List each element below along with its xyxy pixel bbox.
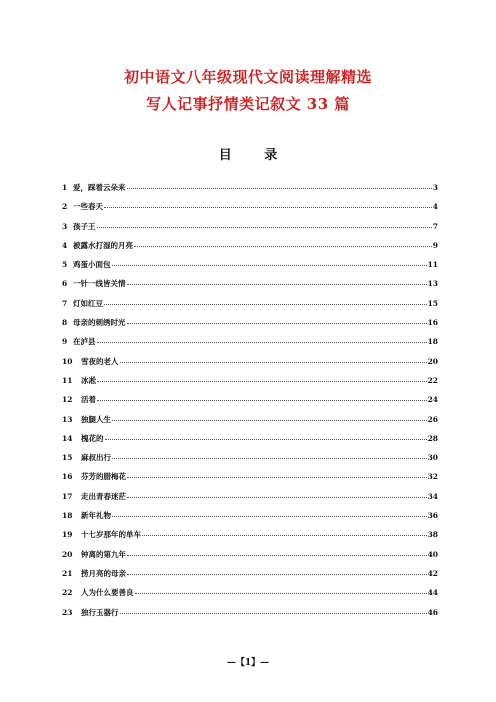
toc-entry-page: 15 bbox=[427, 298, 438, 308]
toc-entry-page: 24 bbox=[427, 395, 438, 405]
toc-entry-page: 18 bbox=[427, 337, 438, 347]
toc-entry-number: 18 bbox=[62, 511, 73, 521]
toc-entry-title: 在泸县 bbox=[73, 337, 96, 347]
toc-entry-number: 17 bbox=[62, 491, 73, 501]
toc-entry[interactable] bbox=[62, 587, 438, 606]
toc-entry-page: 40 bbox=[427, 549, 438, 559]
toc-entry-number: 6 bbox=[62, 279, 68, 289]
toc-entry[interactable] bbox=[62, 240, 438, 259]
toc-dot-leader bbox=[112, 516, 427, 517]
toc-entry[interactable] bbox=[62, 568, 438, 587]
toc-entry[interactable] bbox=[62, 510, 438, 529]
toc-entry-number: 20 bbox=[62, 549, 73, 559]
toc-entry[interactable] bbox=[62, 433, 438, 452]
toc-dot-leader bbox=[120, 362, 427, 363]
toc-entry-page: 7 bbox=[432, 221, 438, 231]
toc-dot-leader bbox=[97, 381, 427, 382]
toc-entry-number: 21 bbox=[62, 568, 73, 578]
toc-entry-number: 8 bbox=[62, 318, 68, 328]
toc-entry[interactable] bbox=[62, 182, 438, 201]
toc-entry[interactable] bbox=[62, 491, 438, 510]
toc-dot-leader bbox=[127, 477, 427, 478]
toc-entry-number: 15 bbox=[62, 453, 73, 463]
toc-entry-page: 30 bbox=[427, 453, 438, 463]
toc-dot-leader bbox=[134, 246, 432, 247]
toc-entry-page: 9 bbox=[432, 240, 438, 250]
toc-entry-title: 鸡蛋小面包 bbox=[73, 260, 111, 270]
toc-entry-page: 36 bbox=[427, 511, 438, 521]
toc-entry-title: 走出青春迷茫 bbox=[81, 491, 126, 501]
toc-entry-title: 人为什么要善良 bbox=[81, 588, 134, 598]
toc-entry[interactable] bbox=[62, 529, 438, 548]
toc-entry[interactable] bbox=[62, 298, 438, 317]
toc-entry-page: 22 bbox=[427, 375, 438, 385]
toc-heading: 目 录 bbox=[218, 148, 292, 163]
toc-dot-leader bbox=[112, 458, 427, 459]
toc-entry-title: 新年礼物 bbox=[81, 511, 111, 521]
toc-dot-leader bbox=[127, 555, 427, 556]
toc-entry-title: 一针一线皆关情 bbox=[73, 279, 126, 289]
toc-entry-page: 4 bbox=[432, 202, 438, 212]
toc-entry-page: 42 bbox=[427, 568, 438, 578]
toc-entry-page: 44 bbox=[427, 588, 438, 598]
toc-entry-number: 2 bbox=[62, 202, 68, 212]
toc-entry-number: 14 bbox=[62, 433, 73, 443]
toc-entry[interactable] bbox=[62, 471, 438, 490]
toc-entry-number: 22 bbox=[62, 588, 73, 598]
toc-dot-leader bbox=[97, 227, 432, 228]
toc-entry-number: 12 bbox=[62, 395, 73, 405]
toc-entry-title: 灯如红豆 bbox=[73, 298, 103, 308]
toc-entry[interactable] bbox=[62, 356, 438, 375]
toc-entry-title: 捞月亮的母亲 bbox=[81, 568, 126, 578]
toc-entry-number: 3 bbox=[62, 221, 68, 231]
toc-entry-title: 雪夜的老人 bbox=[81, 356, 119, 366]
toc-entry-title: 孩子王 bbox=[73, 221, 96, 231]
toc-entry-title: 一些春天 bbox=[73, 202, 103, 212]
toc-entry-page: 28 bbox=[427, 433, 438, 443]
toc-entry[interactable] bbox=[62, 549, 438, 568]
toc-entry-number: 4 bbox=[62, 240, 68, 250]
toc-entry-number: 7 bbox=[62, 298, 68, 308]
toc-entry-page: 38 bbox=[427, 530, 438, 540]
toc-dot-leader bbox=[135, 593, 427, 594]
toc-entry-page: 46 bbox=[427, 607, 438, 617]
toc-entry-page: 3 bbox=[432, 183, 438, 192]
toc-entry[interactable] bbox=[62, 278, 438, 297]
toc-dot-leader bbox=[112, 265, 427, 266]
toc-entry-title: 槐花的 bbox=[81, 433, 104, 443]
toc-entry-number: 1 bbox=[62, 183, 68, 192]
toc-entry[interactable] bbox=[62, 375, 438, 394]
toc-entry-title: 母亲的刺绣时光 bbox=[73, 318, 126, 328]
toc-entry[interactable] bbox=[62, 336, 438, 355]
toc-entry-page: 13 bbox=[427, 279, 438, 289]
toc-entry[interactable] bbox=[62, 414, 438, 433]
toc-dot-leader bbox=[127, 574, 427, 575]
toc-dot-leader bbox=[105, 439, 427, 440]
toc-entry-number: 23 bbox=[62, 607, 73, 617]
toc-entry-title: 钟离的第九年 bbox=[81, 549, 126, 559]
toc-dot-leader bbox=[142, 535, 427, 536]
toc-entry-page: 11 bbox=[427, 260, 438, 270]
toc-dot-leader bbox=[112, 420, 427, 421]
toc-entry-number: 16 bbox=[62, 472, 73, 482]
toc-entry[interactable] bbox=[62, 452, 438, 471]
toc-entry-page: 32 bbox=[427, 472, 438, 482]
toc-entry-title: 独行玉器行 bbox=[81, 607, 119, 617]
toc-entry[interactable] bbox=[62, 317, 438, 336]
toc-entry-number: 11 bbox=[62, 375, 73, 385]
toc-entry-title: 被露水打湿的月亮 bbox=[73, 240, 133, 250]
toc-dot-leader bbox=[127, 323, 427, 324]
toc-entry-title: 活着 bbox=[81, 395, 96, 405]
toc-entry[interactable] bbox=[62, 259, 438, 278]
toc-dot-leader bbox=[104, 304, 427, 305]
toc-dot-leader bbox=[97, 400, 427, 401]
toc-entry-title: 爱，踩着云朵来 bbox=[73, 183, 126, 192]
toc-entry-number: 13 bbox=[62, 414, 73, 424]
toc-dot-leader bbox=[127, 497, 427, 498]
table-of-contents bbox=[62, 182, 438, 626]
toc-dot-leader bbox=[104, 207, 432, 208]
toc-dot-leader bbox=[120, 613, 427, 614]
document-title-line-1: 初中语文八年级现代文阅读理解精选 bbox=[123, 68, 372, 86]
toc-dot-leader bbox=[127, 284, 427, 285]
toc-entry-page: 20 bbox=[427, 356, 438, 366]
toc-entry-page: 26 bbox=[427, 414, 438, 424]
toc-entry-title: 冰凇 bbox=[81, 375, 96, 385]
toc-entry[interactable] bbox=[62, 221, 438, 240]
toc-entry-number: 9 bbox=[62, 337, 68, 347]
toc-entry[interactable] bbox=[62, 201, 438, 220]
toc-entry-title: 独腿人生 bbox=[81, 414, 111, 424]
toc-entry[interactable] bbox=[62, 394, 438, 413]
toc-entry-number: 10 bbox=[62, 356, 73, 366]
toc-entry-title: 芬芳的腊梅花 bbox=[81, 472, 126, 482]
toc-dot-leader bbox=[97, 342, 427, 343]
toc-entry-number: 5 bbox=[62, 260, 68, 270]
toc-entry-page: 34 bbox=[427, 491, 438, 501]
toc-entry[interactable] bbox=[62, 607, 438, 626]
toc-entry-number: 19 bbox=[62, 530, 73, 540]
toc-entry-page: 16 bbox=[427, 318, 438, 328]
toc-entry-title: 麻叔出行 bbox=[81, 453, 111, 463]
toc-dot-leader bbox=[127, 188, 432, 189]
page-number-footer: —【1】— bbox=[226, 658, 270, 668]
document-title-line-2: 写人记事抒情类记叙文 33 篇 bbox=[146, 95, 350, 113]
toc-entry-title: 十七岁那年的单车 bbox=[81, 530, 141, 540]
